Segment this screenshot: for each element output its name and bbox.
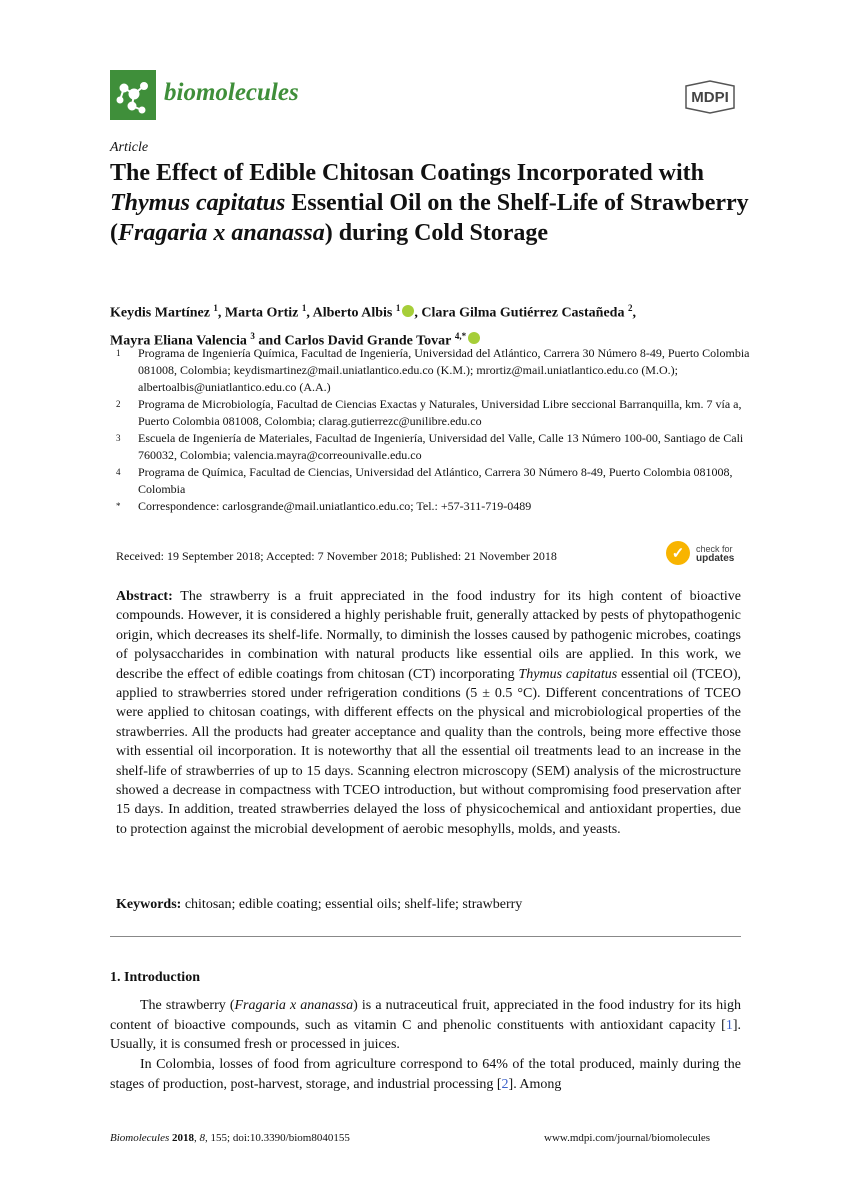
footer-citation: Biomolecules 2018, 8, 155; doi:10.3390/biom8040155 — [110, 1132, 350, 1144]
author[interactable]: Marta Ortiz — [224, 305, 299, 321]
publication-dates: Received: 19 September 2018; Accepted: 7 November 2018; Published: 21 November 2018 — [116, 549, 557, 563]
correspondence: * Correspondence: carlosgrande@mail.uniatlantico.edu.co; Tel.: +57-311-719-0489 — [116, 499, 532, 513]
section-heading: 1. Introduction — [110, 970, 200, 985]
citation-link[interactable]: 2 — [501, 1076, 509, 1092]
author[interactable]: Carlos David Grande Tovar — [284, 333, 452, 349]
journal-name: biomolecules — [164, 79, 299, 106]
affiliation: 4 Programa de Química, Facultad de Ciencias, Universidad del Atlántico, Carrera 30 Número 8-49, Puerto Colombia 081008, Colombia — [116, 465, 733, 496]
author-list: Keydis Martínez $^1$, Marta Ortiz $^1$, Alberto Albis $^1$ , Clara Gilma Gutiérrez Castañeda $^2$, Mayra Eliana Valencia $^3$ and Carlos David Grande Tovar $^{4,*}$ — [110, 303, 636, 349]
keywords: Keywords: chitosan; edible coating; essential oils; shelf-life; strawberry — [116, 897, 523, 912]
introduction-text — [110, 996, 741, 1095]
journal-logo-icon — [110, 70, 156, 120]
paragraph: In Colombia, losses of food from agriculture correspond to 64% of the total produced, mainly during the stages of production, post-harvest, storage, and industrial processing [2]. Among — [110, 1057, 741, 1092]
affiliation: 3 Escuela de Ingeniería de Materiales, Facultad de Ingeniería, Universidad del Valle, Calle 13 Número 100-00, Santiago de Cali 760032, Colombia; valencia.mayra@correounivalle.edu.co — [116, 431, 744, 462]
author[interactable]: Alberto Albis — [312, 305, 393, 321]
orcid-icon[interactable] — [468, 332, 480, 344]
mdpi-logo-text: MDPI — [691, 88, 729, 106]
abstract: Abstract: The strawberry is a fruit appreciated in the food industry for its high content of bioactive compounds. However, it is considered a highly perishable fruit, generally attacked by pests of phytopathogenic origin, which decreases its shelf-life. Normally, to diminish the losses caused by pathogenic microbes, coatings of polysaccharides in combination with natural products like essential oils are applied. In this work, we describe the effect of edible coatings from chitosan (CT) incorporating Thymus capitatus essential oil (TCEO), applied to strawberries stored under refrigeration conditions (5 ± 0.5 °C). Different concentrations of TCEO were applied to chitosan coatings, with different effects on the physical and microbiological properties of the strawberries. All the products had greater acceptance and quality than the controls, being more effective those with essential oil incorporation. It is noteworthy that all the essential oil treatments lead to an increase in the shelf-life of strawberries of up to 15 days. Scanning electron microscopy (SEM) analysis of the microstructure showed a decrease in compactness with TCEO introduction, but without compromising food preservation after 15 days. In addition, treated strawberries delayed the loss of physicochemical and antioxidant properties, due to protection against the microbial development of aerobic mesophylls, molds, and yeasts. — [116, 589, 741, 837]
footer-url[interactable]: www.mdpi.com/journal/biomolecules — [544, 1132, 711, 1144]
article-type: Article — [110, 140, 149, 155]
affiliations — [116, 345, 752, 515]
paragraph: The strawberry (Fragaria x ananassa) is a nutraceutical fruit, appreciated in the food industry for its high content of bioactive compounds, such as vitamin C and phenolic constituents with antioxidant capacity [1]. Usually, it is consumed fresh or processed in juices. — [110, 998, 741, 1053]
checkmark-icon: ✓ — [666, 541, 690, 565]
citation-link[interactable]: 1 — [725, 1017, 733, 1033]
article-title: The Effect of Edible Chitosan Coatings Incorporated with Thymus capitatus Essential Oil on the Shelf-Life of Strawberry (Fragaria x ananassa) during Cold Storage — [110, 160, 749, 246]
orcid-icon[interactable] — [402, 305, 414, 317]
author[interactable]: Mayra Eliana Valencia — [110, 333, 247, 349]
author[interactable]: Keydis Martínez — [110, 305, 210, 321]
affiliation: 2 Programa de Microbiología, Facultad de Ciencias Exactas y Naturales, Universidad Libre seccional Barranquilla, km. 7 vía a, Puerto Colombia 081008, Colombia; clarag.gutierrezc@unilibre.edu.co — [116, 397, 742, 428]
divider — [110, 936, 741, 937]
mdpi-logo-icon — [680, 80, 740, 114]
affiliation: 1 Programa de Ingeniería Química, Facultad de Ingeniería, Universidad del Atlántico, Carrera 30 Número 8-49, Puerto Colombia 081008, Colombia; keydismartinez@mail.uniatlantico.edu.co (K.M.); mrortiz@mail.uniatlantico.edu.co (M.O.); albertoalbis@uniatlantico.edu.co (A.A.) — [116, 346, 750, 394]
author[interactable]: Clara Gilma Gutiérrez Castañeda — [421, 305, 625, 321]
